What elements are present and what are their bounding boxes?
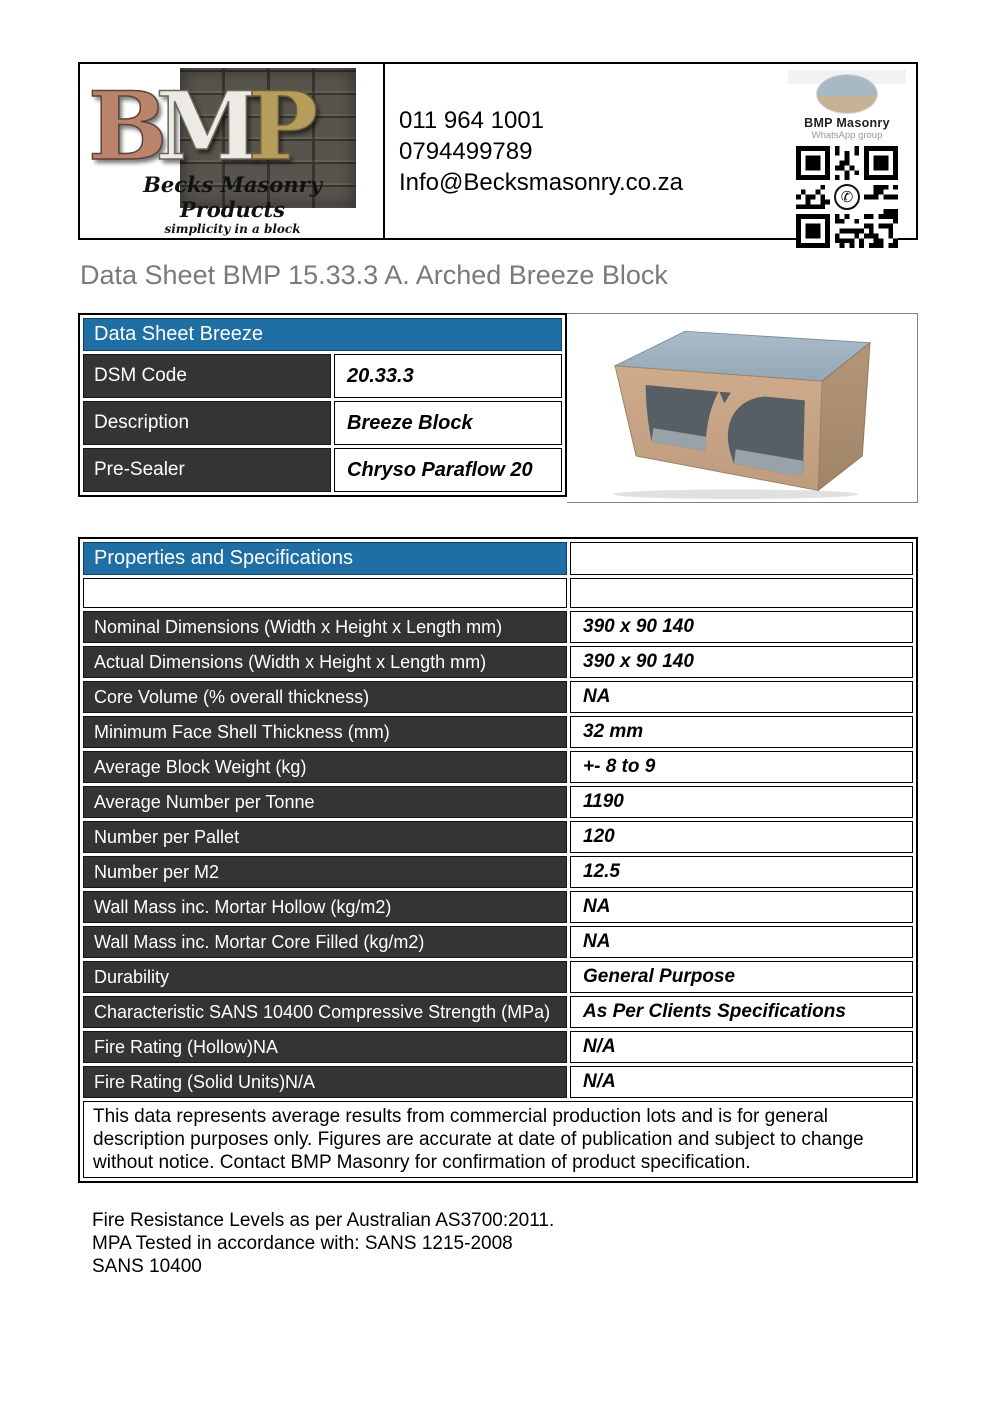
spec-row: [83, 786, 913, 818]
spec-value: 390 x 90 140: [570, 611, 913, 643]
spec-label: Core Volume (% overall thickness): [83, 681, 567, 713]
spec-label: Average Block Weight (kg): [83, 751, 567, 783]
product-value: Breeze Block: [334, 401, 562, 445]
spec-value: General Purpose: [570, 961, 913, 993]
product-row: [83, 354, 562, 398]
logo-letter-m: M: [155, 72, 248, 182]
company-logo: [80, 64, 385, 238]
spec-label: Average Number per Tonne: [83, 786, 567, 818]
spec-row: [83, 751, 913, 783]
footer-line: Fire Resistance Levels as per Australian AS3700:2011.: [92, 1210, 555, 1231]
spec-row: [83, 716, 913, 748]
footer-line: SANS 10400: [92, 1256, 202, 1277]
specs-header-empty-cell: [570, 542, 913, 575]
spec-label: Durability: [83, 961, 567, 993]
product-label: DSM Code: [83, 354, 331, 398]
product-image-frame: [567, 313, 918, 503]
whatsapp-group-label: WhatsApp group: [811, 130, 883, 141]
specs-note-row: [83, 1101, 913, 1178]
specs-table-title: Properties and Specifications: [83, 542, 567, 575]
spec-label: Characteristic SANS 10400 Compressive Strength (MPa): [83, 996, 567, 1028]
phone-number-2: 0794499789: [399, 137, 533, 165]
spec-label: Wall Mass inc. Mortar Core Filled (kg/m2): [83, 926, 567, 958]
spec-row: [83, 961, 913, 993]
spec-value: 1190: [570, 786, 913, 818]
spec-value: NA: [570, 926, 913, 958]
spec-row: [83, 1031, 913, 1063]
page-title: Data Sheet BMP 15.33.3 A. Arched Breeze Block: [80, 260, 668, 290]
spec-label: Fire Rating (Solid Units)N/A: [83, 1066, 567, 1098]
spec-value: N/A: [570, 1031, 913, 1063]
specs-table-header-row: [83, 542, 913, 575]
spec-row: [83, 1066, 913, 1098]
spec-value: N/A: [570, 1066, 913, 1098]
whatsapp-qr-code: [796, 146, 898, 248]
logo-letters: [88, 72, 307, 182]
product-image: [570, 316, 915, 500]
spec-label: Actual Dimensions (Width x Height x Length mm): [83, 646, 567, 678]
specs-note: This data represents average results from commercial production lots and is for general description purposes only. Figures are accurate at date of publication and subject to change without notice. Contact BMP Masonry for confirmation of product specification.: [83, 1101, 913, 1178]
product-label: Description: [83, 401, 331, 445]
spec-label: Fire Rating (Hollow)NA: [83, 1031, 567, 1063]
whatsapp-card: [782, 68, 912, 236]
phone-number-1: 011 964 1001: [399, 106, 545, 134]
spec-value: As Per Clients Specifications: [570, 996, 913, 1028]
spacer-cell: [83, 578, 567, 608]
product-section: [78, 313, 918, 503]
spec-value: 390 x 90 140: [570, 646, 913, 678]
spec-value: 32 mm: [570, 716, 913, 748]
whatsapp-phone-icon: ✆: [834, 184, 860, 210]
spec-label: Wall Mass inc. Mortar Hollow (kg/m2): [83, 891, 567, 923]
product-row: [83, 401, 562, 445]
product-info-table: [78, 313, 567, 497]
spec-row: [83, 821, 913, 853]
footer-note: [92, 1209, 918, 1278]
product-value: 20.33.3: [334, 354, 562, 398]
logo-letter-p: P: [247, 72, 307, 182]
email-address: Info@Becksmasonry.co.za: [399, 168, 684, 196]
whatsapp-group-name: BMP Masonry: [804, 116, 890, 130]
product-value: Chryso Paraflow 20: [334, 448, 562, 492]
spec-label: Number per M2: [83, 856, 567, 888]
spec-label: Number per Pallet: [83, 821, 567, 853]
spec-row: [83, 646, 913, 678]
spec-value: 12.5: [570, 856, 913, 888]
contact-lines: [385, 105, 683, 198]
spec-row: [83, 611, 913, 643]
spec-value: NA: [570, 891, 913, 923]
company-name: Becks Masonry Products: [143, 172, 322, 222]
spec-row: [83, 856, 913, 888]
product-row: [83, 448, 562, 492]
spec-row: [83, 996, 913, 1028]
spec-row: [83, 891, 913, 923]
spec-value: NA: [570, 681, 913, 713]
specs-table: [78, 537, 918, 1183]
contact-section: [385, 64, 916, 238]
logo-letter-b: B: [88, 72, 156, 182]
spec-value: +- 8 to 9: [570, 751, 913, 783]
footer-line: MPA Tested in accordance with: SANS 1215-2008: [92, 1233, 513, 1254]
spec-label: Minimum Face Shell Thickness (mm): [83, 716, 567, 748]
product-table-title: Data Sheet Breeze: [83, 318, 562, 351]
letterhead: [78, 62, 918, 240]
spec-label: Nominal Dimensions (Width x Height x Length mm): [83, 611, 567, 643]
company-tagline: simplicity in a block: [164, 222, 301, 236]
product-table-header-row: [83, 318, 562, 351]
product-label: Pre-Sealer: [83, 448, 331, 492]
specs-spacer-row: [83, 578, 913, 608]
spec-value: 120: [570, 821, 913, 853]
whatsapp-group-photo: [816, 74, 878, 114]
spec-row: [83, 681, 913, 713]
spec-row: [83, 926, 913, 958]
spacer-cell: [570, 578, 913, 608]
